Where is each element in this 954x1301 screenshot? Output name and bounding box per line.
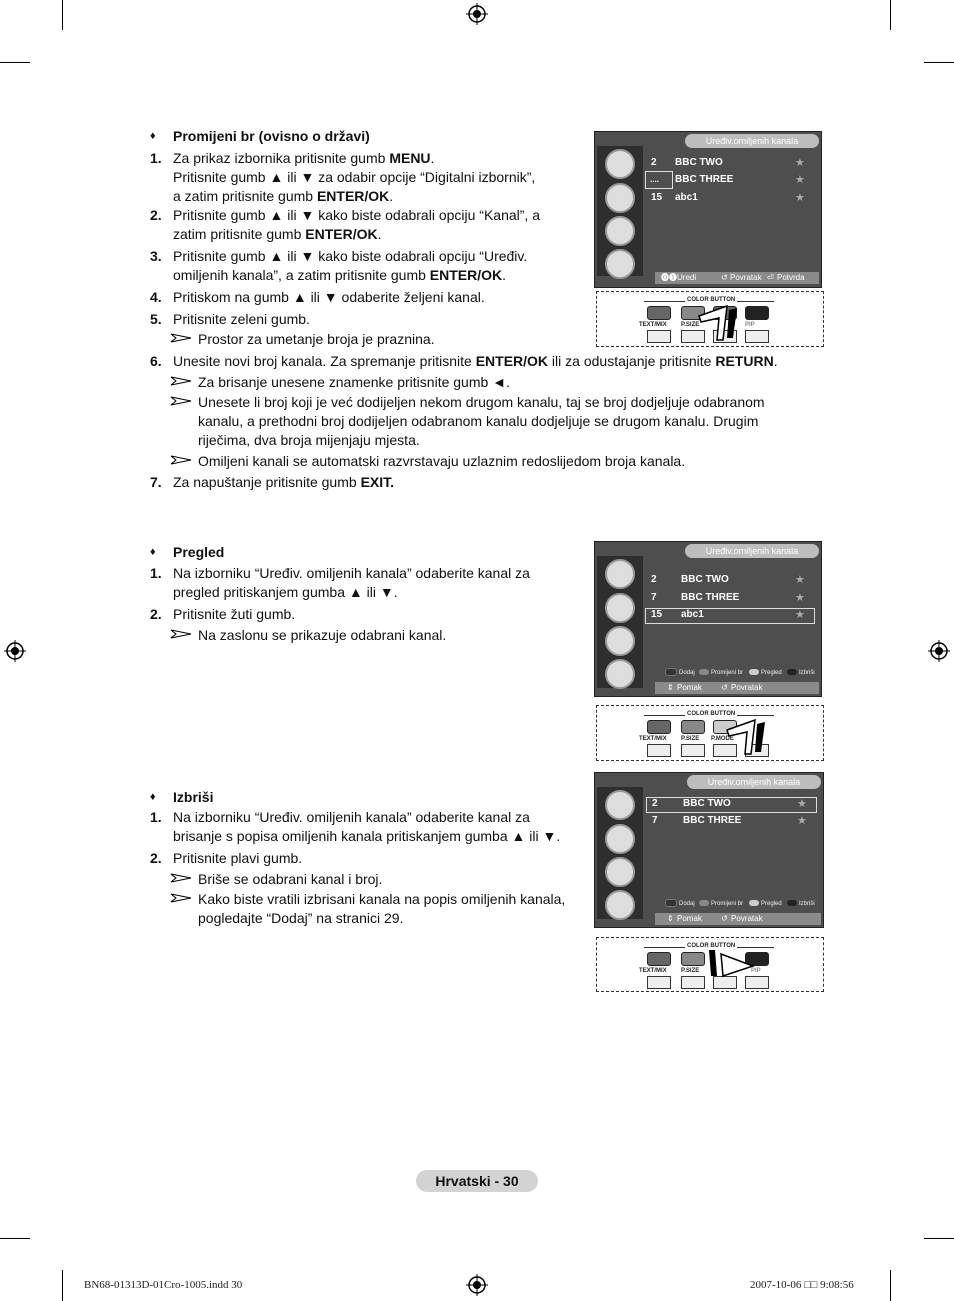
picture-menu-icon [605,790,635,820]
note-text: Unesete li broj koji je već dodijeljen nekom drugom kanalu, taj se broj dodjeljuje odabranom kanalu, a prethodni broj dodijeljen odabranom kanalu dodjeljuje se drugom kanalu. Drugim riječima, dva broja mijenjaju mjesta. [198,394,765,448]
remote-label: PIP [745,322,755,328]
sound-menu-icon [605,824,635,854]
number-keys-icon: ⓿❶ [661,273,677,282]
star-icon: ★ [795,609,805,621]
remote-label: P.SIZE [681,736,700,742]
setup-menu-icon [605,249,635,279]
picture-menu-icon [605,559,635,589]
note-text: Briše se odabrani kanal i broj. [198,871,383,887]
step-number: 1. [150,150,162,166]
channel-name: abc1 [681,609,704,620]
remote-illustration [596,937,824,992]
channel-name: BBC THREE [681,592,740,603]
section-heading: Pregled [173,544,225,560]
tv-menu-screen [594,131,822,288]
channel-menu-icon [605,626,635,656]
step-number: 5. [150,311,162,327]
red-key-icon [665,899,677,907]
crop-mark [0,1238,30,1239]
yellow-key-icon [749,900,759,906]
remote-label: P.SIZE [681,968,700,974]
green-key-icon [699,900,709,906]
blue-key-icon [787,669,797,675]
registration-mark-icon [4,640,26,662]
step-number: 6. [150,353,162,369]
channel-name: BBC TWO [681,574,729,585]
remote-label: TEXT/MIX [639,968,667,974]
return-icon: ↺ [721,914,728,923]
sound-menu-icon [605,593,635,623]
step-number: 2. [150,606,162,622]
registration-mark-icon [466,1274,488,1296]
step-text: Pritisnite zeleni gumb. [173,311,310,327]
note-text: Na zaslonu se prikazuje odabrani kanal. [198,627,447,643]
crop-mark [62,0,63,30]
remote-illustration [596,291,824,347]
step-text: Pritisnite gumb ▲ ili ▼ kako biste odabrali opciju “Uređiv. omiljenih kanala”, a zatim pritisnite gumb ENTER/OK. [173,248,528,283]
step-text: Na izborniku “Uređiv. omiljenih kanala” odaberite kanal za pregled pritiskanjem gumba ▲ ili ▼. [173,565,530,600]
channel-number: 7 [652,815,658,826]
tv-menu-title: Uređiv.omiljenih kanala [685,134,819,148]
remote-button[interactable] [681,744,705,757]
red-button[interactable] [647,720,671,734]
step-number: 1. [150,565,162,581]
note-arrow-icon [170,893,192,903]
channel-number: 15 [651,609,663,620]
note-arrow-icon [170,629,192,639]
step-number: 1. [150,809,162,825]
channel-name: abc1 [675,192,698,203]
section-heading: Promijeni br (ovisno o državi) [173,128,370,144]
step-number: 2. [150,207,162,223]
registration-mark-icon [928,640,950,662]
note-text: Za brisanje unesene znamenke pritisnite gumb ◄. [198,374,510,390]
green-key-icon [699,669,709,675]
channel-number: .... [650,175,659,184]
crop-mark [890,0,891,30]
green-button[interactable] [681,720,705,734]
bullet-icon: ♦ [150,791,156,803]
tv-menu-title: Uređiv.omiljenih kanala [687,775,821,789]
remote-illustration [596,705,824,761]
color-button-label: COLOR BUTTON [687,297,736,303]
date-slug: 2007-10-06 □□ 9:08:56 [750,1279,854,1291]
move-icon: ⇕ [667,914,674,923]
red-button[interactable] [647,952,671,966]
note-text: Omiljeni kanali se automatski razvrstavaju uzlaznim redoslijedom broja kanala. [198,453,686,469]
tv-menu-footer: ⇕ Pomak ↺ Povratak [655,913,821,925]
step-number: 2. [150,850,162,866]
channel-number: 2 [652,798,658,809]
star-icon: ★ [795,574,805,586]
color-button-label: COLOR BUTTON [687,943,736,949]
tv-menu-footer: ⇕ Pomak ↺ Povratak [655,682,819,694]
tv-menu-sidebar [597,787,643,919]
step-text: Pritiskom na gumb ▲ ili ▼ odaberite željeni kanal. [173,289,485,305]
step-text: Pritisnite gumb ▲ ili ▼ kako biste odabrali opciju “Kanal”, a zatim pritisnite gumb ENTER/OK. [173,207,540,242]
step-number: 7. [150,474,162,490]
remote-button[interactable] [647,744,671,757]
remote-label: PIP [751,968,761,974]
file-slug: BN68-01313D-01Cro-1005.indd 30 [84,1279,243,1291]
remote-button[interactable] [647,976,671,989]
crop-mark [924,62,954,63]
channel-number: 2 [651,157,657,168]
note-text: Kako biste vratili izbrisani kanala na popis omiljenih kanala, pogledajte “Dodaj” na stranici 29. [198,891,566,926]
section-heading: Izbriši [173,789,214,805]
step-number: 4. [150,289,162,305]
note-arrow-icon [170,455,192,465]
color-button-label: COLOR BUTTON [687,711,736,717]
note-arrow-icon [170,333,192,343]
crop-mark [62,1270,63,1301]
bullet-icon: ♦ [150,546,156,558]
star-icon: ★ [795,157,805,169]
remote-label: P.MODE [711,736,734,742]
selection-box [645,608,815,624]
star-icon: ★ [797,798,807,810]
page-number-label: Hrvatski - 30 [416,1170,538,1192]
note-arrow-icon [170,376,192,386]
step-text: Na izborniku “Uređiv. omiljenih kanala” odaberite kanal za brisanje s popisa omiljenih kanala pritiskanjem gumba ▲ ili ▼. [173,809,561,844]
star-icon: ★ [795,592,805,604]
registration-mark-icon [466,3,488,25]
red-button[interactable] [647,306,671,320]
tv-menu-sidebar [597,146,643,276]
enter-icon: ⏎ [767,273,774,282]
channel-number: 2 [651,574,657,585]
step-text: Pritisnite žuti gumb. [173,606,296,622]
note-arrow-icon [170,873,192,883]
tv-menu-screen: Uređiv.omiljenih kanala 2 BBC TWO ★ 7 BBC THREE ★ 15 abc1 ★ Dodaj Promijeni br Pregled Izbriši ⇕ Pomak ↺ Povratak [594,541,822,697]
step-number: 3. [150,248,162,264]
remote-label: TEXT/MIX [639,736,667,742]
tv-menu-footer: ⓿❶ Uredi ↺ Povratak ⏎ Potvrda [655,272,819,284]
crop-mark [924,1238,954,1239]
setup-menu-icon [605,659,635,689]
yellow-key-icon [749,669,759,675]
remote-label: TEXT/MIX [639,322,667,328]
channel-name: BBC THREE [683,815,742,826]
blue-button[interactable] [745,306,769,320]
crop-mark [0,62,30,63]
step-text: Za prikaz izbornika pritisnite gumb MENU. Pritisnite gumb ▲ ili ▼ za odabir opcije “Digitalni izbornik”, a zatim pritisnite gumb ENTER/OK. [173,150,536,204]
channel-number: 7 [651,592,657,603]
star-icon: ★ [795,174,805,186]
sound-menu-icon [605,183,635,213]
picture-menu-icon [605,149,635,179]
remote-button[interactable] [681,976,705,989]
remote-button[interactable] [647,330,671,343]
pointing-hand-icon [697,302,745,342]
selection-box [646,797,817,813]
tv-menu-screen: Uređiv.omiljenih kanala 2 BBC TWO ★ 7 BBC THREE ★ Dodaj Promijeni br Pregled Izbriši ⇕ Pomak ↺ Povratak [594,772,824,928]
blue-key-icon [787,900,797,906]
channel-menu-icon [605,216,635,246]
red-key-icon [665,668,677,676]
return-icon: ↺ [721,683,728,692]
channel-name: BBC TWO [675,157,723,168]
move-icon: ⇕ [667,683,674,692]
setup-menu-icon [605,890,635,920]
remote-button[interactable] [745,330,769,343]
green-button[interactable] [681,952,705,966]
step-text: Pritisnite plavi gumb. [173,850,303,866]
star-icon: ★ [797,815,807,827]
tv-menu-title: Uređiv.omiljenih kanala [685,544,819,558]
bullet-icon: ♦ [150,130,156,142]
note-arrow-icon [170,396,192,406]
note-text: Prostor za umetanje broja je praznina. [198,331,435,347]
pointing-hand-icon [705,946,757,986]
channel-name: BBC TWO [683,798,731,809]
remote-label: P.SIZE [681,322,700,328]
return-icon: ↺ [721,273,728,282]
crop-mark [890,1270,891,1301]
step-text: Unesite novi broj kanala. Za spremanje pritisnite ENTER/OK ili za odustajanje pritisnite RETURN. [173,353,778,369]
channel-menu-icon [605,857,635,887]
channel-number: 15 [651,192,663,203]
tv-menu-sidebar [597,556,643,688]
step-text: Za napuštanje pritisnite gumb EXIT. [173,474,395,490]
channel-name: BBC THREE [675,174,734,185]
pointing-hand-icon [725,716,773,758]
star-icon: ★ [795,192,805,204]
